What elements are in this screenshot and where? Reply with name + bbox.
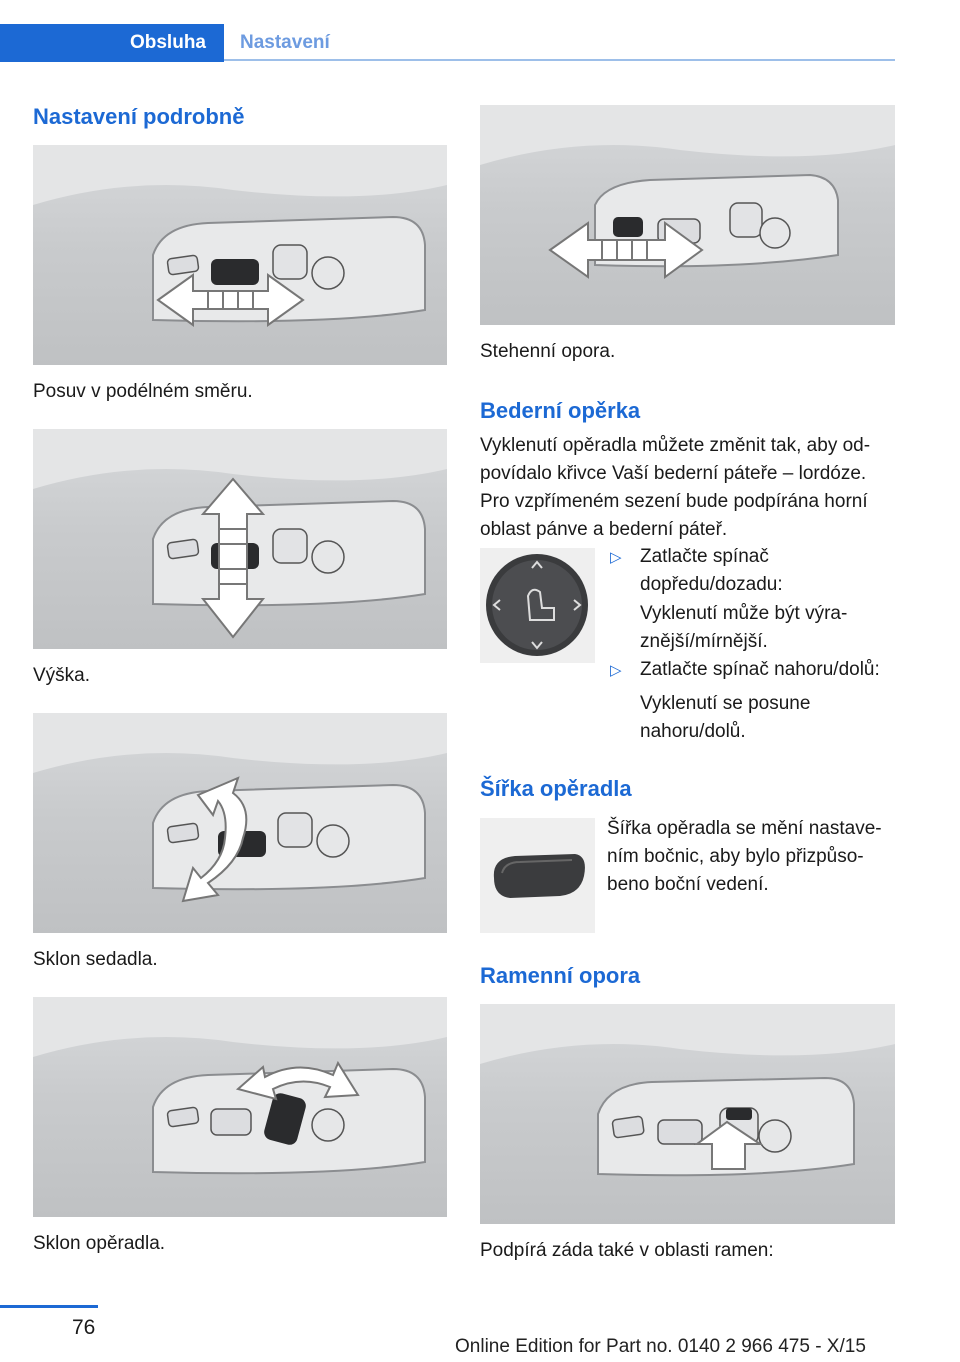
bullet-triangle-icon: ▷ xyxy=(610,662,622,679)
seat-figure-tilt xyxy=(33,713,447,933)
caption-longitudinal: Posuv v podélném směru. xyxy=(33,381,253,402)
header-tabs xyxy=(0,24,895,62)
seat-figure-backrest xyxy=(33,997,447,1217)
tab-obsluha[interactable]: Obsluha xyxy=(0,24,224,62)
seat-figure-thigh xyxy=(480,105,895,325)
lumbar-text: Vyklenutí opěradla můžete změnit tak, aby odpovídalo křivce Vaší bederní páteře – lordóze. Pro vzpřímeném sezení bude podpírána horní oblast pánve a bederní páteř. xyxy=(480,435,871,540)
tab-nastaveni[interactable]: Nastavení xyxy=(240,32,330,53)
caption-thigh: Stehenní opora. xyxy=(480,341,616,362)
lumbar-bullet-1: Zatlačte spínač dopředu/dozadu: xyxy=(640,546,783,595)
caption-height: Výška. xyxy=(33,665,91,686)
seat-figure-longitudinal xyxy=(33,145,447,365)
seat-figure-shoulder xyxy=(480,1004,895,1224)
header-rule xyxy=(224,59,895,61)
caption-shoulder: Podpírá záda také v oblasti ramen: xyxy=(480,1240,774,1261)
lumbar-switch-image xyxy=(480,548,595,663)
seat-figure-height xyxy=(33,429,447,649)
section-title-shoulder: Ramenní opora xyxy=(480,963,641,988)
lumbar-bullet-2: Zatlačte spínač nahoru/dolů: xyxy=(640,659,880,680)
footer-edition: Online Edition for Part no. 0140 2 966 475 - X/15 xyxy=(455,1336,866,1357)
lumbar-bullet-1-sub: Vyklenutí může být výraznější/mírnější. xyxy=(640,603,848,652)
caption-backrest-tilt: Sklon opěradla. xyxy=(33,1233,166,1254)
bullet-triangle-icon: ▷ xyxy=(610,549,622,566)
width-text: Šířka opěradla se mění nastavením bočnic, aby bylo přizpůsobeno boční vedení. xyxy=(607,818,882,895)
lumbar-bullet-2-sub: Vyklenutí se posune nahoru/dolů. xyxy=(640,693,811,742)
caption-seat-tilt: Sklon sedadla. xyxy=(33,949,158,970)
section-title-lumbar: Bederní opěrka xyxy=(480,398,641,423)
section-title-detail: Nastavení podrobně xyxy=(33,104,245,129)
footer-accent-line xyxy=(0,1305,98,1308)
width-switch-image xyxy=(480,818,595,933)
page-number: 76 xyxy=(72,1316,96,1339)
section-title-width: Šířka opěradla xyxy=(480,776,632,801)
